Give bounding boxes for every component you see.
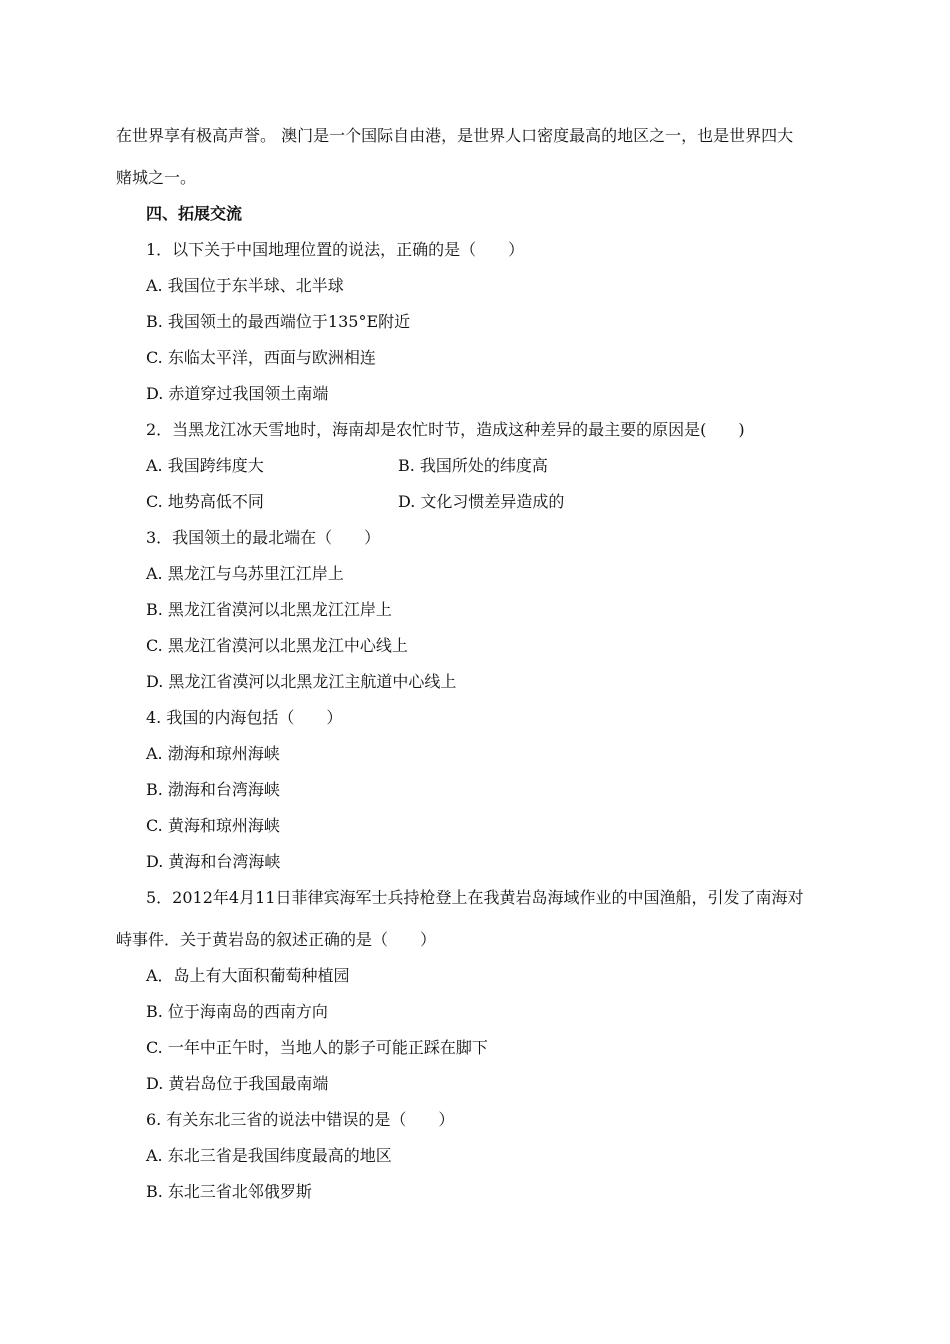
question-1-option-b: B. 我国领土的最西端位于135°E附近 <box>146 312 411 331</box>
question-1-option-d: D. 赤道穿过我国领土南端 <box>146 384 329 403</box>
question-2-option-d: D. 文化习惯差异造成的 <box>398 492 565 511</box>
question-6-option-a: A. 东北三省是我国纬度最高的地区 <box>146 1146 392 1165</box>
question-4-option-d: D. 黄海和台湾海峡 <box>146 852 281 871</box>
question-5-option-c: C. 一年中正午时，当地人的影子可能正踩在脚下 <box>146 1038 488 1057</box>
question-5-option-a: A．岛上有大面积葡萄种植园 <box>146 966 350 985</box>
question-4-option-a: A. 渤海和琼州海峡 <box>146 744 280 763</box>
question-6-option-b: B. 东北三省北邻俄罗斯 <box>146 1182 312 1201</box>
question-4-stem: 4. 我国的内海包括（ ） <box>146 708 343 727</box>
question-3-option-b: B. 黑龙江省漠河以北黑龙江江岸上 <box>146 600 392 619</box>
intro-line-1: 在世界享有极高声誉。 澳门是一个国际自由港，是世界人口密度最高的地区之一，也是世界四大 <box>116 126 794 145</box>
question-5-stem-line-1: 5．2012年4月11日菲律宾海军士兵持枪登上在我黄岩岛海域作业的中国渔船，引发了南海对 <box>146 888 804 907</box>
section-heading: 四、拓展交流 <box>146 204 243 223</box>
question-1-stem: 1．以下关于中国地理位置的说法，正确的是（ ） <box>146 240 525 259</box>
question-3-option-c: C. 黑龙江省漠河以北黑龙江中心线上 <box>146 636 408 655</box>
question-2-option-c: C. 地势高低不同 <box>146 492 264 511</box>
question-1-option-c: C. 东临太平洋，西面与欧洲相连 <box>146 348 376 367</box>
question-3-option-a: A. 黑龙江与乌苏里江江岸上 <box>146 564 344 583</box>
question-1-option-a: A. 我国位于东半球、北半球 <box>146 276 344 295</box>
question-2-option-b: B. 我国所处的纬度高 <box>398 456 548 475</box>
question-4-option-b: B. 渤海和台湾海峡 <box>146 780 280 799</box>
intro-line-2: 赌城之一。 <box>116 168 197 187</box>
question-5-stem-line-2: 峙事件．关于黄岩岛的叙述正确的是（ ） <box>116 930 437 949</box>
question-6-stem: 6. 有关东北三省的说法中错误的是（ ） <box>146 1110 455 1129</box>
question-4-option-c: C. 黄海和琼州海峡 <box>146 816 280 835</box>
question-2-stem: 2．当黑龙江冰天雪地时，海南却是农忙时节，造成这种差异的最主要的原因是( ) <box>146 420 745 439</box>
question-3-option-d: D. 黑龙江省漠河以北黑龙江主航道中心线上 <box>146 672 457 691</box>
question-2-option-a: A. 我国跨纬度大 <box>146 456 264 475</box>
question-5-option-d: D. 黄岩岛位于我国最南端 <box>146 1074 329 1093</box>
question-5-option-b: B. 位于海南岛的西南方向 <box>146 1002 328 1021</box>
question-3-stem: 3．我国领土的最北端在（ ） <box>146 528 381 547</box>
